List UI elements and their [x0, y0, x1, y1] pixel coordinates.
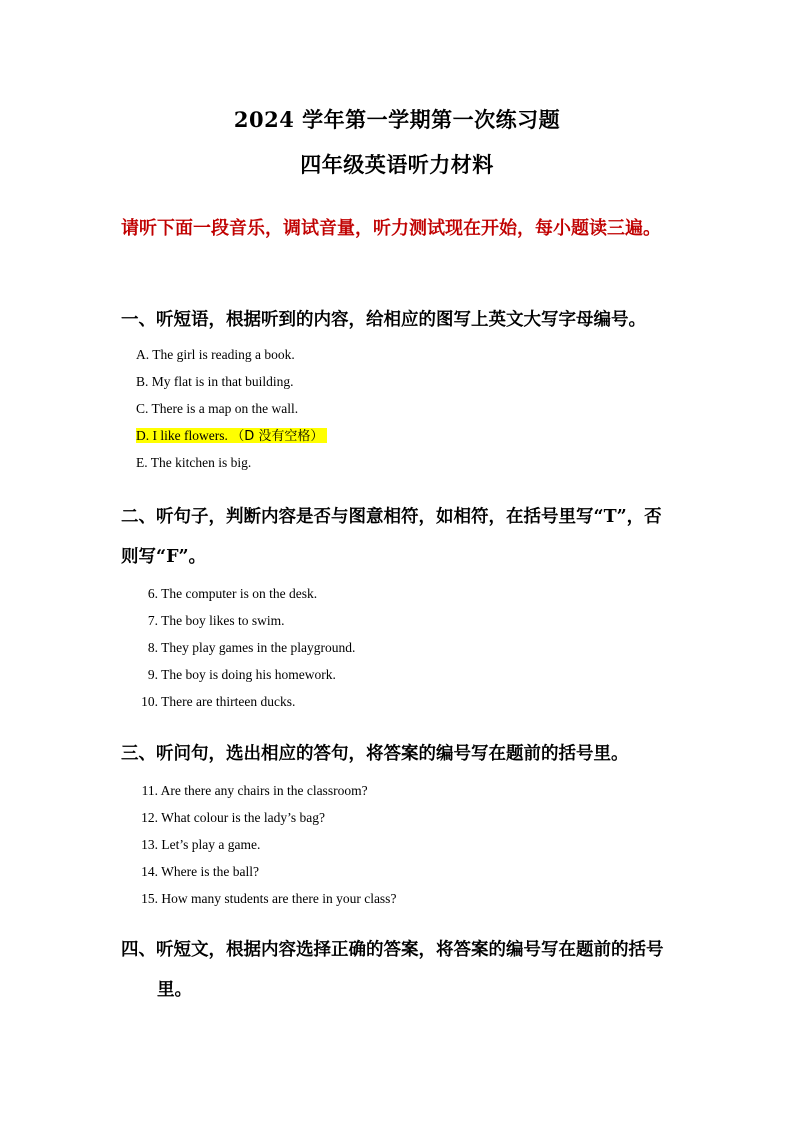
item-text: The girl is reading a book.	[152, 347, 295, 362]
list-item	[136, 661, 355, 688]
item-number: 6.	[147, 586, 158, 601]
list-item	[136, 688, 355, 715]
list-item	[136, 777, 396, 804]
item-text: I like flowers.	[152, 428, 228, 443]
list-item	[136, 341, 327, 368]
item-text: There is a map on the wall.	[151, 401, 299, 416]
list-item	[136, 368, 327, 395]
item-number: B.	[136, 374, 149, 389]
list-item	[136, 395, 327, 422]
item-number: 11.	[141, 783, 158, 798]
list-item	[136, 634, 355, 661]
list-item	[136, 607, 355, 634]
section-2-heading-line2: 则写“F”。	[121, 547, 207, 567]
item-text: Are there any chairs in the classroom?	[160, 783, 368, 798]
section-2-heading-line1: 二、听句子，判断内容是否与图意相符，如相符，在括号里写“T”，否	[121, 507, 662, 527]
item-number: 10.	[141, 694, 158, 709]
item-text: The kitchen is big.	[150, 455, 252, 470]
page-title: 2024 学年第一学期第一次练习题	[233, 107, 561, 132]
section-4-heading-line2: 里。	[157, 980, 192, 1000]
list-item	[136, 804, 396, 831]
item-text: Let’s play a game.	[161, 837, 261, 852]
item-number: 8.	[147, 640, 158, 655]
item-text: What colour is the lady’s bag?	[161, 810, 325, 825]
section-4-heading-line1: 四、听短文，根据内容选择正确的答案，将答案的编号写在题前的括号	[121, 940, 664, 960]
item-number: 14.	[141, 864, 158, 879]
item-number: 9.	[147, 667, 158, 682]
item-number: 15.	[141, 891, 158, 906]
item-text: My flat is in that building.	[151, 374, 294, 389]
item-number: D.	[136, 428, 150, 443]
list-item	[136, 858, 396, 885]
item-text: The computer is on the desk.	[161, 586, 318, 601]
section-4-heading	[121, 930, 701, 1010]
item-text: They play games in the playground.	[161, 640, 356, 655]
list-item	[136, 580, 355, 607]
item-number: A.	[136, 347, 150, 362]
list-item-highlighted	[136, 422, 327, 449]
list-item	[136, 831, 396, 858]
list-item	[136, 885, 396, 912]
item-note: （D 没有空格）	[231, 429, 324, 444]
list-item	[136, 449, 327, 476]
item-number: E.	[136, 455, 148, 470]
item-text: Where is the ball?	[161, 864, 259, 879]
page-subtitle: 四年级英语听力材料	[300, 152, 494, 177]
section-3-heading: 三、听问句，选出相应的答句，将答案的编号写在题前的括号里。	[121, 744, 629, 764]
item-text: How many students are there in your class?	[161, 891, 397, 906]
section-1-list	[136, 341, 327, 476]
item-text: The boy is doing his homework.	[161, 667, 336, 682]
intro-instruction: 请听下面一段音乐，调试音量，听力测试现在开始，每小题读三遍。	[121, 218, 661, 239]
section-2-list	[136, 580, 355, 715]
highlight-mark	[136, 428, 327, 443]
item-number: 13.	[141, 837, 158, 852]
section-2-heading	[121, 497, 701, 577]
item-number: 12.	[141, 810, 158, 825]
item-number: C.	[136, 401, 149, 416]
section-1-heading: 一、听短语，根据听到的内容，给相应的图写上英文大写字母编号。	[121, 310, 646, 330]
section-3-list	[136, 777, 396, 912]
item-text: The boy likes to swim.	[161, 613, 285, 628]
item-number: 7.	[147, 613, 158, 628]
item-text: There are thirteen ducks.	[161, 694, 296, 709]
